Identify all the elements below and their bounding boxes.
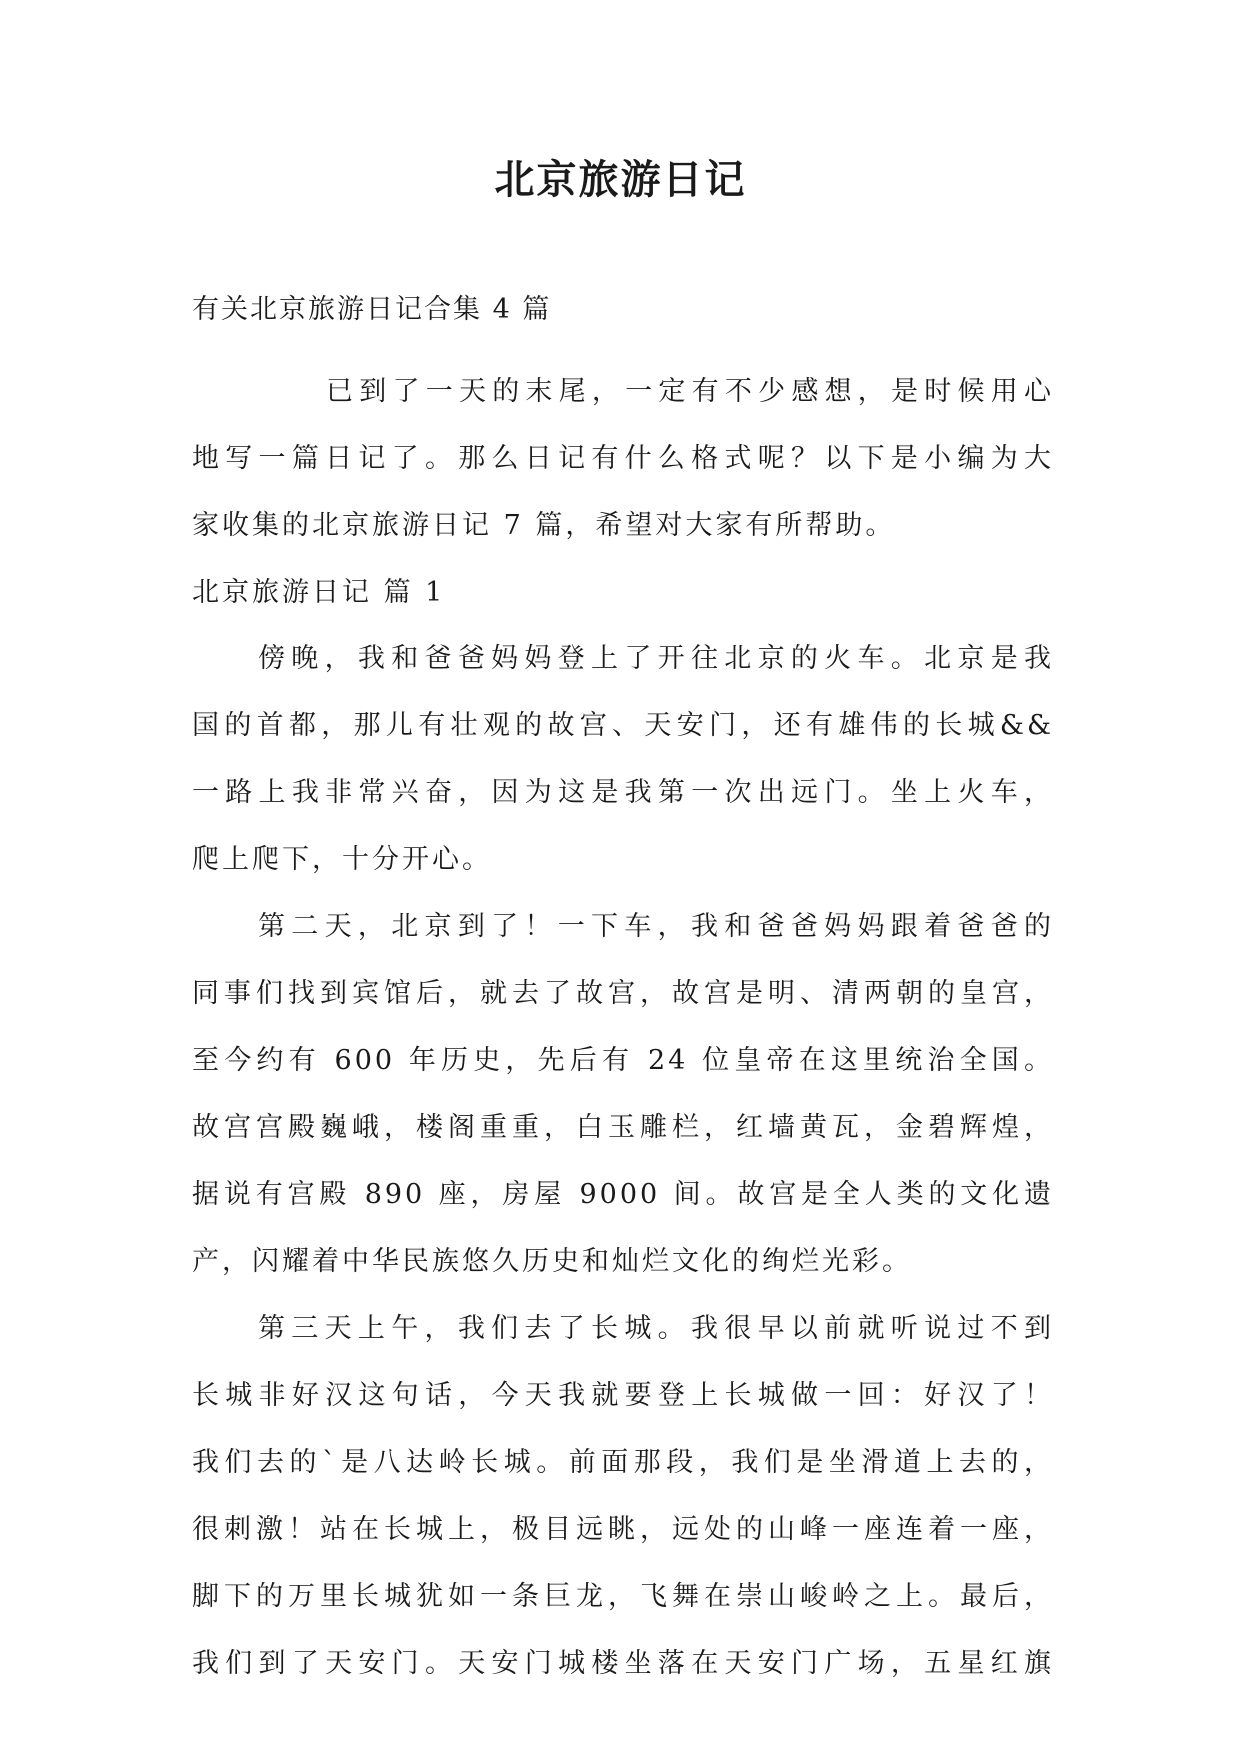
paragraph-line: 国的首都，那儿有壮观的故宫、天安门，还有雄伟的长城&& bbox=[192, 710, 1054, 741]
paragraph-line: 产，闪耀着中华民族悠久历史和灿烂文化的绚烂光彩。 bbox=[192, 1246, 912, 1277]
section-heading: 北京旅游日记 篇 1 bbox=[192, 577, 446, 608]
paragraph-line: 至今约有 600 年历史，先后有 24 位皇帝在这里统治全国。 bbox=[192, 1045, 1054, 1076]
intro-line: 地写一篇日记了。那么日记有什么格式呢？以下是小编为大 bbox=[192, 443, 1054, 474]
paragraph-line: 傍晚，我和爸爸妈妈登上了开往北京的火车。北京是我 bbox=[258, 643, 1054, 674]
paragraph-line: 据说有宫殿 890 座，房屋 9000 间。故宫是全人类的文化遗 bbox=[192, 1179, 1054, 1210]
paragraph-line: 我们去的`是八达岭长城。前面那段，我们是坐滑道上去的， bbox=[192, 1447, 1054, 1478]
paragraph-line: 一路上我非常兴奋，因为这是我第一次出远门。坐上火车， bbox=[192, 777, 1054, 808]
paragraph-line: 故宫宫殿巍峨，楼阁重重，白玉雕栏，红墙黄瓦，金碧辉煌， bbox=[192, 1112, 1054, 1143]
body-text bbox=[192, 372, 1054, 1711]
paragraph-line: 很刺激！站在长城上，极目远眺，远处的山峰一座连着一座， bbox=[192, 1514, 1054, 1545]
paragraph-line: 爬上爬下，十分开心。 bbox=[192, 844, 492, 875]
document-subtitle: 有关北京旅游日记合集 4 篇 bbox=[192, 294, 552, 325]
intro-line: 已到了一天的末尾，一定有不少感想，是时候用心 bbox=[326, 376, 1054, 407]
paragraph-line: 脚下的万里长城犹如一条巨龙，飞舞在崇山峻岭之上。最后， bbox=[192, 1581, 1054, 1612]
intro-line: 家收集的北京旅游日记 7 篇，希望对大家有所帮助。 bbox=[192, 510, 896, 541]
paragraph-line: 第三天上午，我们去了长城。我很早以前就听说过不到 bbox=[258, 1313, 1054, 1344]
paragraph-line: 同事们找到宾馆后，就去了故宫，故宫是明、清两朝的皇宫， bbox=[192, 978, 1054, 1009]
paragraph-line: 长城非好汉这句话，今天我就要登上长城做一回：好汉了！ bbox=[192, 1380, 1054, 1411]
document-title: 北京旅游日记 bbox=[494, 157, 747, 203]
paragraph-line: 第二天，北京到了！一下车，我和爸爸妈妈跟着爸爸的 bbox=[258, 911, 1054, 942]
paragraph-line: 我们到了天安门。天安门城楼坐落在天安门广场，五星红旗 bbox=[192, 1648, 1054, 1679]
